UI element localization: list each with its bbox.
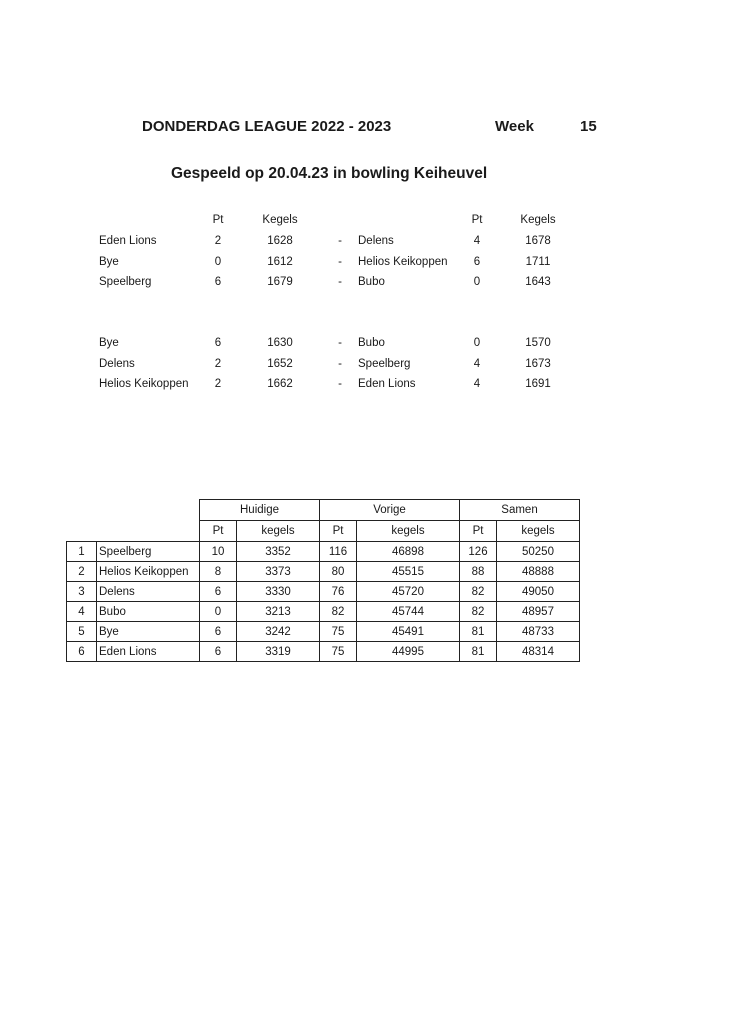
away-kegels: 1643 <box>525 276 551 288</box>
away-pt: 4 <box>473 357 481 370</box>
cell-huidige-pt: 6 <box>200 642 237 662</box>
standings-table <box>66 499 580 662</box>
cell-huidige-pt: 6 <box>200 622 237 642</box>
cell-vorige-kegels: 45515 <box>357 562 460 582</box>
cell-samen-pt: 126 <box>460 542 497 562</box>
standings-row <box>67 562 580 582</box>
home-kegels: 1679 <box>267 276 293 288</box>
sub-header: kegels <box>237 521 320 542</box>
away-pt: 0 <box>473 276 481 288</box>
cell-team-name: Delens <box>97 582 200 602</box>
group-header-vorige: Vorige <box>320 500 460 521</box>
away-team: Eden Lions <box>358 378 416 390</box>
week-label: Week <box>495 118 534 135</box>
cell-samen-pt: 81 <box>460 622 497 642</box>
cell-rank: 3 <box>67 582 97 602</box>
cell-vorige-pt: 76 <box>320 582 357 602</box>
away-pt: 4 <box>473 378 481 390</box>
cell-team-name: Bye <box>97 622 200 642</box>
sub-header: Pt <box>320 521 357 542</box>
home-team: Bye <box>99 337 119 349</box>
standings-row <box>67 602 580 622</box>
away-team: Speelberg <box>358 357 411 370</box>
cell-vorige-pt: 116 <box>320 542 357 562</box>
cell-samen-kegels: 48733 <box>497 622 580 642</box>
cell-team-name: Bubo <box>97 602 200 622</box>
home-pt: 2 <box>214 235 222 247</box>
home-kegels: 1630 <box>267 337 293 349</box>
league-title: DONDERDAG LEAGUE 2022 - 2023 <box>142 118 392 135</box>
cell-samen-kegels: 48888 <box>497 562 580 582</box>
cell-team-name: Speelberg <box>97 542 200 562</box>
home-kegels: 1628 <box>267 235 293 247</box>
away-pt: 4 <box>473 235 481 247</box>
away-team: Bubo <box>358 337 385 349</box>
away-pt: 0 <box>473 337 481 349</box>
away-kegels: 1570 <box>525 337 551 349</box>
cell-huidige-kegels: 3213 <box>237 602 320 622</box>
group-header-huidige: Huidige <box>200 500 320 521</box>
sub-header: Pt <box>460 521 497 542</box>
home-kegels: 1612 <box>267 255 293 268</box>
cell-rank: 4 <box>67 602 97 622</box>
away-kegels: 1673 <box>525 357 551 370</box>
cell-vorige-kegels: 44995 <box>357 642 460 662</box>
cell-rank: 5 <box>67 622 97 642</box>
away-team: Bubo <box>358 276 385 288</box>
cell-vorige-pt: 75 <box>320 642 357 662</box>
home-kegels: 1652 <box>267 357 293 370</box>
group-header-samen: Samen <box>460 500 580 521</box>
cell-samen-kegels: 50250 <box>497 542 580 562</box>
standings-sub-header-row <box>67 521 580 542</box>
standings-row <box>67 622 580 642</box>
cell-team-name: Eden Lions <box>97 642 200 662</box>
vs-separator: - <box>338 276 342 288</box>
cell-huidige-pt: 8 <box>200 562 237 582</box>
cell-vorige-kegels: 45491 <box>357 622 460 642</box>
home-pt: 2 <box>214 357 222 370</box>
fixtures-home-pt-header: Pt <box>212 214 224 226</box>
fixtures-away-kegels-header: Kegels <box>520 214 556 226</box>
standings-row <box>67 582 580 602</box>
cell-huidige-pt: 0 <box>200 602 237 622</box>
cell-samen-kegels: 49050 <box>497 582 580 602</box>
vs-separator: - <box>338 337 342 349</box>
cell-huidige-kegels: 3330 <box>237 582 320 602</box>
away-team: Delens <box>358 235 394 247</box>
cell-huidige-kegels: 3352 <box>237 542 320 562</box>
fixtures-away-pt-header: Pt <box>471 214 483 226</box>
away-pt: 6 <box>473 255 481 268</box>
cell-team-name: Helios Keikoppen <box>97 562 200 582</box>
home-pt: 0 <box>214 255 222 268</box>
home-pt: 6 <box>214 337 222 349</box>
cell-samen-pt: 81 <box>460 642 497 662</box>
cell-vorige-pt: 75 <box>320 622 357 642</box>
away-team: Helios Keikoppen <box>358 255 448 268</box>
cell-vorige-pt: 82 <box>320 602 357 622</box>
cell-vorige-pt: 80 <box>320 562 357 582</box>
sub-header: kegels <box>357 521 460 542</box>
cell-rank: 1 <box>67 542 97 562</box>
cell-huidige-pt: 6 <box>200 582 237 602</box>
cell-vorige-kegels: 45720 <box>357 582 460 602</box>
standings-row <box>67 542 580 562</box>
home-team: Eden Lions <box>99 235 157 247</box>
cell-samen-pt: 82 <box>460 602 497 622</box>
cell-samen-pt: 82 <box>460 582 497 602</box>
home-team: Bye <box>99 255 119 268</box>
cell-huidige-kegels: 3242 <box>237 622 320 642</box>
cell-samen-pt: 88 <box>460 562 497 582</box>
cell-samen-kegels: 48314 <box>497 642 580 662</box>
home-team: Delens <box>99 357 135 370</box>
cell-samen-kegels: 48957 <box>497 602 580 622</box>
fixtures-home-kegels-header: Kegels <box>262 214 298 226</box>
played-at: Gespeeld op 20.04.23 in bowling Keiheuvel <box>171 165 488 182</box>
home-team: Helios Keikoppen <box>99 378 189 390</box>
home-team: Speelberg <box>99 276 152 288</box>
cell-huidige-pt: 10 <box>200 542 237 562</box>
cell-rank: 6 <box>67 642 97 662</box>
sub-header: kegels <box>497 521 580 542</box>
standings-row <box>67 642 580 662</box>
vs-separator: - <box>338 255 342 268</box>
cell-vorige-kegels: 46898 <box>357 542 460 562</box>
cell-vorige-kegels: 45744 <box>357 602 460 622</box>
away-kegels: 1711 <box>525 255 551 268</box>
cell-huidige-kegels: 3373 <box>237 562 320 582</box>
away-kegels: 1691 <box>525 378 551 390</box>
standings-group-header-row <box>67 500 580 521</box>
cell-rank: 2 <box>67 562 97 582</box>
home-pt: 2 <box>214 378 222 390</box>
cell-huidige-kegels: 3319 <box>237 642 320 662</box>
vs-separator: - <box>338 378 342 390</box>
home-pt: 6 <box>214 276 222 288</box>
week-number: 15 <box>580 118 597 135</box>
away-kegels: 1678 <box>525 235 551 247</box>
sub-header: Pt <box>200 521 237 542</box>
home-kegels: 1662 <box>267 378 293 390</box>
vs-separator: - <box>338 235 342 247</box>
vs-separator: - <box>338 357 342 370</box>
